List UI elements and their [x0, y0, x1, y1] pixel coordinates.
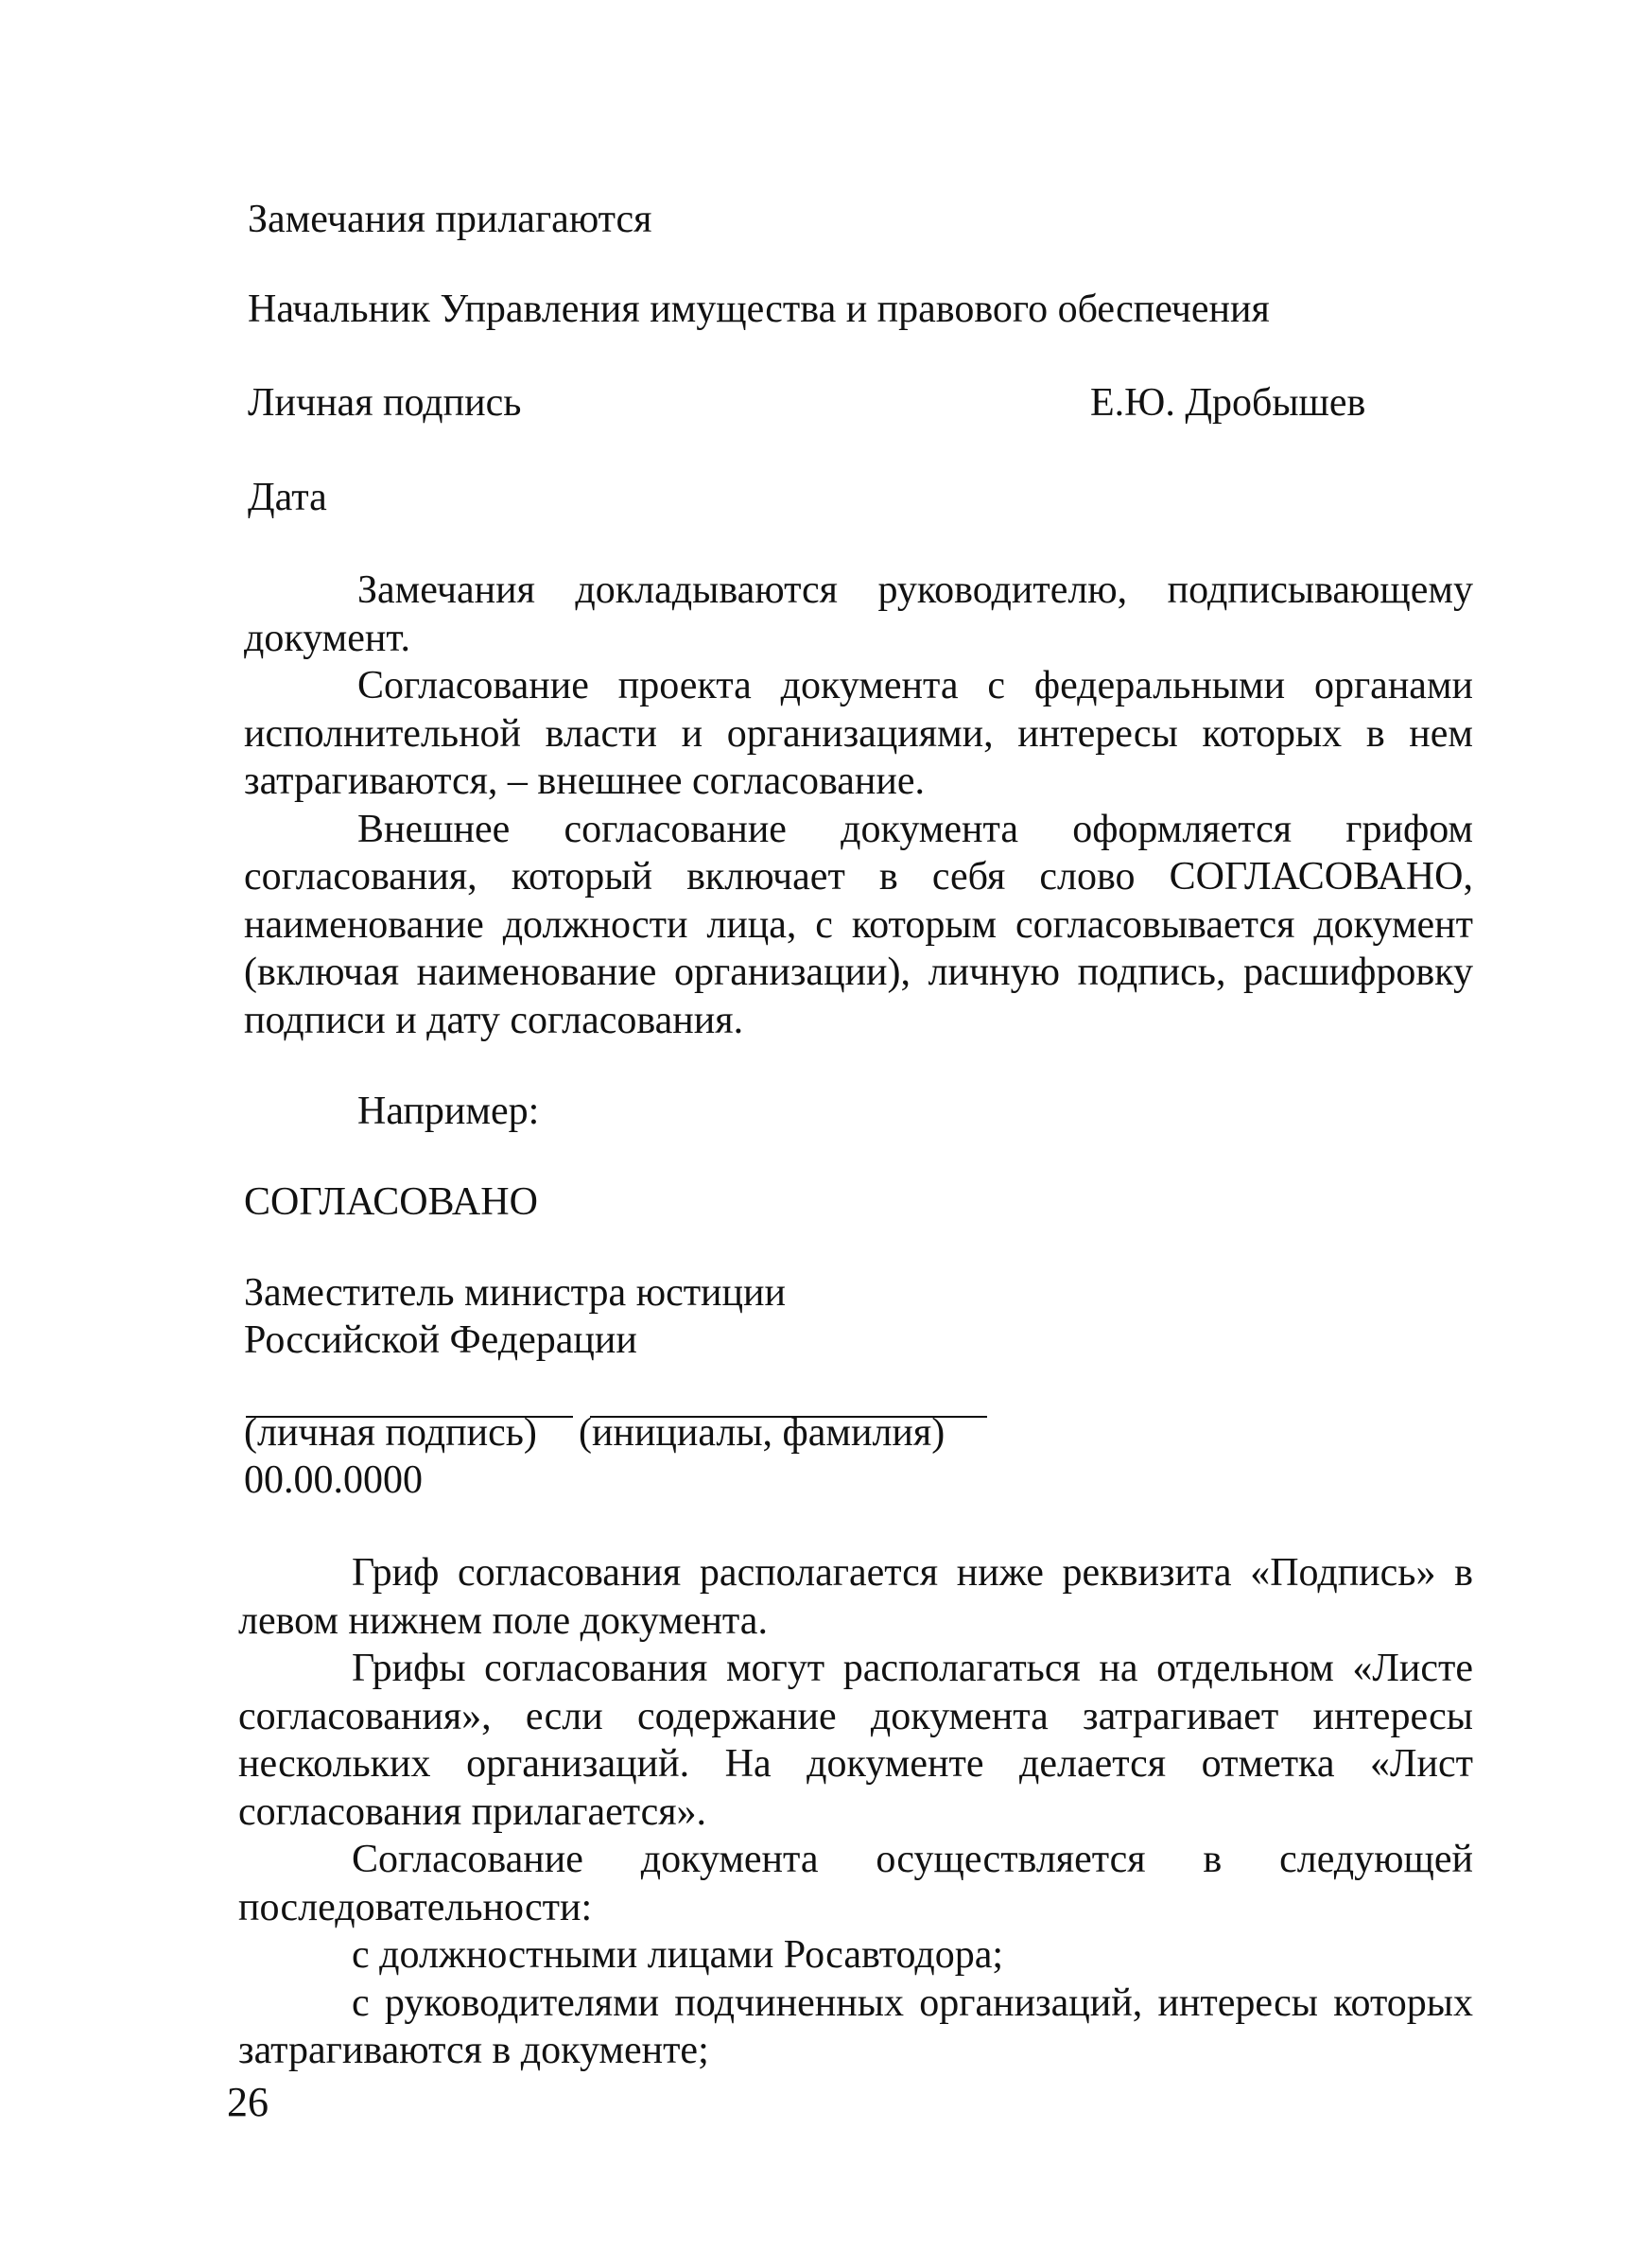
- signature-label: Личная подпись: [248, 381, 522, 425]
- page-number: 26: [227, 2079, 269, 2125]
- body-section-1: [244, 567, 1473, 1044]
- approver-position-line-2: Российской Федерации: [244, 1318, 637, 1362]
- remarks-attached-line: Замечания прилагаются: [248, 198, 652, 241]
- paragraph-remarks: Замечания докладываются руководителю, подписывающему документ.: [244, 568, 1473, 660]
- signer-name: Е.Ю. Дробышев: [1090, 381, 1366, 425]
- paragraph-approval-sheet: Грифы согласования могут располагаться на отдельном «Листе согласования», если содержание документа затрагивает интересы нескольких организаций. На документе делается отметка «Лист согласования прилагается».: [238, 1647, 1473, 1834]
- paragraph-approval-stamp: Внешнее согласование документа оформляется грифом согласования, который включает в себя слово СОГЛАСОВАНО, наименование должности лица, с которым согласовывается документ (включая наименование организации), личную подпись, расшифровку подписи и дату согласования.: [244, 807, 1473, 1042]
- example-intro: Например:: [357, 1090, 540, 1133]
- paragraph-sequence-item-1: с должностными лицами Росавтодора;: [352, 1933, 1004, 1977]
- paragraph-sequence-item-2: с руководителями подчиненных организаций, интересы которых затрагиваются в документе;: [238, 1980, 1473, 2072]
- example-date: 00.00.0000: [244, 1458, 423, 1502]
- approval-stamp-word: СОГЛАСОВАНО: [244, 1180, 538, 1224]
- position-line: Начальник Управления имущества и правового обеспечения: [248, 288, 1270, 331]
- approver-position-line-1: Заместитель министра юстиции: [244, 1271, 786, 1315]
- paragraph-approval-sequence: Согласование документа осуществляется в следующей последовательности:: [238, 1838, 1473, 1929]
- signature-caption: (личная подпись): [244, 1411, 537, 1455]
- paragraph-external-approval: Согласование проекта документа с федеральными органами исполнительной власти и организациями, интересы которых в нем затрагиваются, – внешнее согласование.: [244, 664, 1473, 803]
- date-label: Дата: [248, 476, 327, 519]
- name-caption: (инициалы, фамилия): [579, 1411, 946, 1455]
- paragraph-stamp-location: Гриф согласования располагается ниже реквизита «Подпись» в левом нижнем поле документа.: [238, 1551, 1473, 1643]
- body-section-2: [238, 1549, 1473, 2075]
